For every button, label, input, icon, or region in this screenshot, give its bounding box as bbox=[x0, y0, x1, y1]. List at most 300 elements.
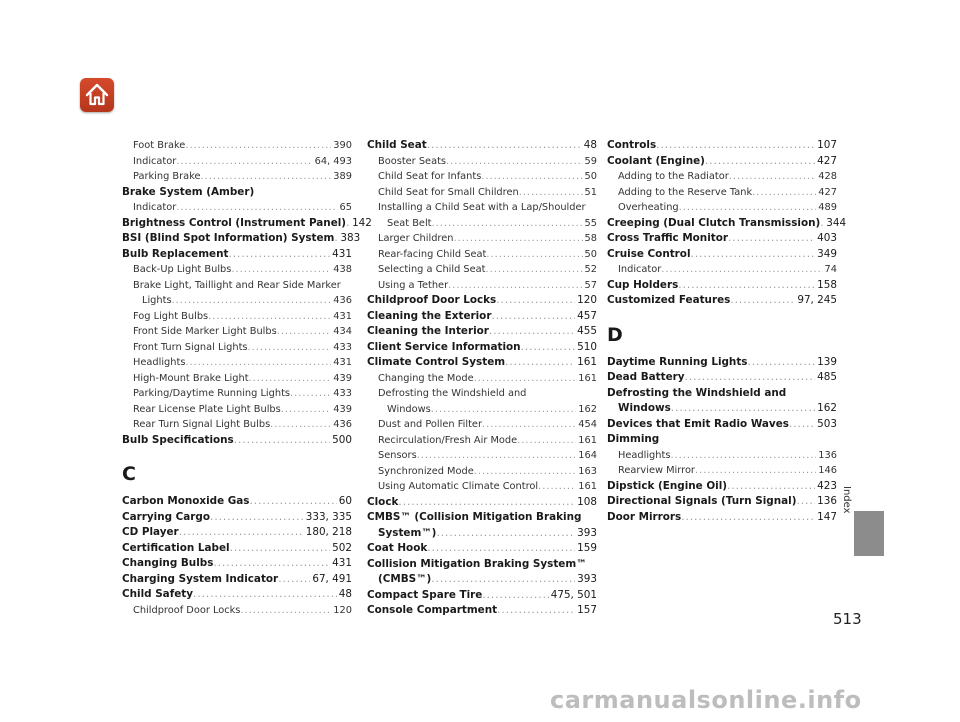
index-entry[interactable] bbox=[122, 494, 352, 510]
entry-label: Windows bbox=[387, 403, 431, 415]
entry-label: Brightness Control (Instrument Panel) bbox=[122, 216, 347, 229]
page-reference-link[interactable]: 57 bbox=[584, 279, 597, 291]
entry-label: Customized Features bbox=[607, 294, 731, 306]
page-reference-link[interactable]: 162 bbox=[578, 403, 597, 415]
index-entry[interactable] bbox=[367, 464, 597, 480]
entry-label: Collision Mitigation Braking System™ bbox=[367, 557, 587, 570]
entry-label: Brake Light, Taillight and Rear Side Marker bbox=[133, 279, 341, 291]
page-reference-link[interactable]: 389 bbox=[333, 171, 352, 182]
index-entry[interactable] bbox=[607, 185, 837, 201]
page-reference-link[interactable]: 427 bbox=[818, 186, 837, 198]
entry-label: Indicator bbox=[133, 202, 177, 213]
leader-dots bbox=[427, 541, 575, 557]
index-entry[interactable] bbox=[122, 324, 352, 340]
page-reference-link[interactable]: 390 bbox=[333, 140, 352, 151]
index-entry[interactable] bbox=[607, 154, 837, 170]
leader-dots bbox=[436, 526, 575, 542]
page-reference-link[interactable]: 142 bbox=[352, 216, 372, 229]
index-entry[interactable] bbox=[122, 200, 352, 216]
entry-label: Carrying Cargo bbox=[122, 510, 211, 523]
page-reference-link[interactable]: 180, 218 bbox=[305, 526, 352, 538]
entry-label: Using a Tether bbox=[378, 279, 449, 291]
index-entry bbox=[367, 510, 597, 526]
index-entry[interactable] bbox=[367, 588, 597, 604]
index-entry[interactable] bbox=[122, 603, 352, 619]
leader-dots bbox=[453, 231, 582, 247]
index-entry[interactable] bbox=[122, 169, 352, 185]
index-entry[interactable] bbox=[367, 185, 597, 201]
index-entry[interactable] bbox=[367, 526, 597, 542]
page-reference-link[interactable]: 59 bbox=[584, 155, 597, 167]
leader-dots bbox=[521, 340, 576, 356]
entry-label: Changing the Mode bbox=[378, 372, 474, 384]
page-reference-link[interactable]: 433 bbox=[333, 341, 352, 353]
page-reference-link[interactable]: 67, 491 bbox=[312, 572, 352, 585]
page-reference-link[interactable]: 159 bbox=[577, 542, 597, 554]
index-entry bbox=[367, 557, 597, 573]
leader-dots bbox=[486, 247, 582, 263]
leader-dots bbox=[481, 169, 582, 185]
entry-label: Console Compartment bbox=[367, 604, 498, 616]
index-entry[interactable] bbox=[122, 433, 352, 449]
page-reference-link[interactable]: 475, 501 bbox=[550, 588, 597, 601]
entry-label: Adding to the Reserve Tank bbox=[618, 186, 753, 198]
entry-label: Changing Bulbs bbox=[122, 557, 214, 569]
page-reference-link[interactable]: 436 bbox=[333, 295, 352, 306]
page-reference-link[interactable]: 51 bbox=[584, 186, 597, 198]
leader-dots bbox=[678, 278, 815, 294]
index-entry[interactable] bbox=[367, 417, 597, 433]
entry-label: Coat Hook bbox=[367, 542, 428, 554]
section-letter: D bbox=[607, 323, 623, 346]
index-entry[interactable] bbox=[122, 572, 352, 588]
page-reference-link[interactable]: 65 bbox=[339, 202, 352, 213]
page-reference-link[interactable]: 50 bbox=[584, 248, 597, 260]
index-entry bbox=[122, 278, 352, 294]
page-reference-link[interactable]: 427 bbox=[817, 154, 837, 167]
leader-dots bbox=[248, 340, 332, 356]
index-entry[interactable] bbox=[607, 138, 837, 154]
page-reference-link[interactable]: 489 bbox=[818, 202, 837, 213]
entry-label: Sensors bbox=[378, 450, 417, 461]
index-entry[interactable] bbox=[367, 138, 597, 154]
entry-label: Rearview Mirror bbox=[618, 465, 695, 476]
page-reference-link[interactable]: 431 bbox=[332, 247, 352, 260]
entry-label: Indicator bbox=[133, 155, 177, 167]
entry-label: Windows bbox=[618, 402, 671, 414]
page-reference-link[interactable]: 120 bbox=[333, 604, 352, 616]
index-entry[interactable] bbox=[122, 138, 352, 154]
entry-label: Lights bbox=[142, 295, 172, 306]
leader-dots bbox=[213, 556, 330, 572]
page-reference-link[interactable]: 158 bbox=[817, 278, 837, 291]
page-reference-link[interactable]: 107 bbox=[817, 139, 837, 151]
entry-label: Child Seat for Small Children bbox=[378, 186, 519, 198]
page-reference-link[interactable]: 393 bbox=[577, 573, 597, 585]
page-reference-link[interactable]: 333, 335 bbox=[305, 510, 352, 523]
leader-dots bbox=[489, 324, 575, 340]
page-reference-link[interactable]: 147 bbox=[817, 510, 837, 523]
page-reference-link[interactable]: 164 bbox=[578, 450, 597, 461]
entry-label: Clock bbox=[367, 495, 399, 508]
leader-dots bbox=[705, 154, 815, 170]
index-entry[interactable] bbox=[607, 355, 837, 371]
entry-label: Bulb Specifications bbox=[122, 433, 234, 446]
entry-label: Cleaning the Interior bbox=[367, 325, 489, 337]
entry-label: Parking Brake bbox=[133, 171, 201, 182]
index-entry[interactable] bbox=[607, 401, 837, 417]
leader-dots bbox=[685, 370, 816, 386]
index-entry bbox=[607, 386, 837, 402]
index-entry[interactable] bbox=[122, 417, 352, 433]
index-entry[interactable] bbox=[367, 371, 597, 387]
index-entry bbox=[607, 432, 837, 448]
entry-label: Climate Control System bbox=[367, 356, 506, 368]
entry-label: Installing a Child Seat with a Lap/Shoulder bbox=[378, 202, 586, 213]
leader-dots bbox=[290, 386, 331, 402]
leader-dots bbox=[752, 185, 816, 201]
entry-label: Defrosting the Windshield and bbox=[378, 388, 527, 399]
page-reference-link[interactable]: 157 bbox=[577, 604, 597, 616]
entry-label: Charging System Indicator bbox=[122, 572, 279, 585]
leader-dots bbox=[234, 433, 330, 449]
section-letter: C bbox=[122, 463, 136, 485]
entry-label: Compact Spare Tire bbox=[367, 588, 483, 601]
entry-label: Dimming bbox=[607, 433, 660, 445]
index-entry[interactable] bbox=[607, 200, 837, 216]
entry-label: (CMBS™) bbox=[378, 573, 432, 585]
leader-dots bbox=[179, 525, 304, 541]
entry-label: Childproof Door Locks bbox=[367, 294, 497, 306]
index-entry[interactable] bbox=[367, 340, 597, 356]
entry-label: Coolant (Engine) bbox=[607, 154, 705, 167]
index-entry[interactable] bbox=[607, 417, 837, 433]
index-column-2 bbox=[367, 138, 597, 619]
leader-dots bbox=[176, 200, 337, 216]
page-reference-link[interactable]: 161 bbox=[577, 356, 597, 368]
entry-label: System™) bbox=[378, 526, 437, 539]
index-entry[interactable] bbox=[607, 262, 837, 278]
index-entry[interactable] bbox=[607, 494, 837, 510]
home-icon bbox=[84, 82, 110, 108]
index-entry[interactable] bbox=[607, 247, 837, 263]
index-entry[interactable] bbox=[607, 448, 837, 464]
leader-dots bbox=[730, 293, 795, 309]
entry-label: Directional Signals (Turn Signal) bbox=[607, 495, 797, 507]
index-entry[interactable] bbox=[607, 463, 837, 479]
entry-label: CD Player bbox=[122, 526, 179, 538]
leader-dots bbox=[695, 463, 816, 479]
index-entry[interactable] bbox=[367, 309, 597, 325]
page-reference-link[interactable]: 433 bbox=[333, 388, 352, 399]
leader-dots bbox=[482, 588, 548, 604]
page-reference-link[interactable]: 510 bbox=[577, 340, 597, 353]
page-reference-link[interactable]: 454 bbox=[578, 419, 597, 430]
index-column-1 bbox=[122, 138, 372, 618]
leader-dots bbox=[519, 185, 583, 201]
leader-dots bbox=[474, 371, 577, 387]
index-entry[interactable] bbox=[122, 293, 352, 309]
index-entry[interactable] bbox=[122, 386, 352, 402]
entry-label: High-Mount Brake Light bbox=[133, 372, 249, 384]
entry-label: Controls bbox=[607, 139, 657, 151]
index-entry[interactable] bbox=[607, 231, 837, 247]
entry-label: Cross Traffic Monitor bbox=[607, 232, 728, 244]
index-entry[interactable] bbox=[367, 541, 597, 557]
page-reference-link[interactable]: 485 bbox=[817, 371, 837, 383]
leader-dots bbox=[497, 603, 575, 619]
index-side-tab[interactable] bbox=[854, 511, 884, 556]
leader-dots bbox=[482, 417, 576, 433]
index-entry[interactable] bbox=[122, 216, 372, 232]
page-reference-link[interactable]: 439 bbox=[333, 372, 352, 384]
page-reference-link[interactable]: 163 bbox=[578, 465, 597, 477]
index-entry[interactable] bbox=[367, 433, 597, 449]
entry-label: Adding to the Radiator bbox=[618, 171, 729, 182]
leader-dots bbox=[201, 169, 332, 185]
leader-dots bbox=[670, 448, 816, 464]
index-entry[interactable] bbox=[122, 154, 352, 170]
index-entry[interactable] bbox=[122, 247, 352, 263]
leader-dots bbox=[486, 262, 583, 278]
leader-dots bbox=[661, 262, 822, 278]
index-entry bbox=[367, 200, 597, 216]
index-entry[interactable] bbox=[122, 355, 352, 371]
page-reference-link[interactable]: 74 bbox=[824, 264, 837, 275]
page-reference-link[interactable]: 431 bbox=[332, 557, 352, 569]
page-reference-link[interactable]: 431 bbox=[333, 310, 352, 322]
index-entry[interactable] bbox=[367, 231, 597, 247]
leader-dots bbox=[789, 417, 815, 433]
index-entry[interactable] bbox=[367, 247, 597, 263]
leader-dots bbox=[491, 309, 575, 325]
entry-label: Synchronized Mode bbox=[378, 465, 474, 477]
entry-label: Front Side Marker Light Bulbs bbox=[133, 326, 277, 337]
entry-label: Cleaning the Exterior bbox=[367, 309, 492, 322]
page-reference-link[interactable]: 50 bbox=[584, 171, 597, 182]
entry-label: Child Safety bbox=[122, 588, 194, 600]
page-reference-link[interactable]: 52 bbox=[584, 264, 597, 275]
leader-dots bbox=[427, 138, 582, 154]
entry-label: Dead Battery bbox=[607, 371, 685, 383]
leader-dots bbox=[249, 371, 332, 387]
page-reference-link[interactable]: 58 bbox=[584, 233, 597, 244]
leader-dots bbox=[185, 138, 331, 154]
page-reference-link[interactable]: 436 bbox=[333, 419, 352, 430]
page-reference-link[interactable]: 502 bbox=[332, 541, 352, 554]
index-entry[interactable] bbox=[367, 154, 597, 170]
entry-label: Bulb Replacement bbox=[122, 247, 229, 260]
leader-dots bbox=[249, 494, 336, 510]
index-entry bbox=[367, 386, 597, 402]
page-reference-link[interactable]: 55 bbox=[584, 217, 597, 229]
index-entry[interactable] bbox=[122, 371, 352, 387]
page-reference-link[interactable]: 438 bbox=[333, 264, 352, 275]
entry-label: Recirculation/Fresh Air Mode bbox=[378, 434, 518, 446]
leader-dots bbox=[432, 216, 583, 232]
index-entry[interactable] bbox=[607, 216, 847, 232]
leader-dots bbox=[446, 154, 583, 170]
leader-dots bbox=[210, 510, 304, 526]
page-reference-link[interactable]: 161 bbox=[578, 372, 597, 384]
index-entry[interactable] bbox=[122, 262, 352, 278]
leader-dots bbox=[474, 464, 577, 480]
index-entry[interactable] bbox=[607, 278, 837, 294]
entry-label: Seat Belt bbox=[387, 217, 432, 229]
index-entry[interactable] bbox=[607, 169, 837, 185]
page-reference-link[interactable]: 500 bbox=[332, 433, 352, 446]
page-reference-link[interactable]: 403 bbox=[817, 232, 837, 244]
entry-label: Larger Children bbox=[378, 233, 454, 244]
leader-dots bbox=[278, 572, 310, 588]
index-entry[interactable] bbox=[122, 510, 352, 526]
index-entry[interactable] bbox=[607, 370, 837, 386]
page-reference-link[interactable]: 48 bbox=[583, 139, 597, 151]
page-reference-link[interactable]: 139 bbox=[817, 355, 837, 368]
page-reference-link[interactable]: 161 bbox=[578, 481, 597, 492]
index-entry[interactable] bbox=[367, 479, 597, 495]
index-entry[interactable] bbox=[122, 556, 352, 572]
page-reference-link[interactable]: 162 bbox=[817, 402, 837, 414]
leader-dots bbox=[193, 587, 337, 603]
leader-dots bbox=[656, 138, 815, 154]
entry-label: Defrosting the Windshield and bbox=[607, 386, 787, 399]
page-reference-link[interactable]: 457 bbox=[577, 309, 597, 322]
leader-dots bbox=[231, 262, 331, 278]
page-reference-link[interactable]: 60 bbox=[338, 495, 352, 507]
leader-dots bbox=[679, 200, 817, 216]
index-entry[interactable] bbox=[367, 216, 597, 232]
leader-dots bbox=[431, 402, 577, 418]
index-entry[interactable] bbox=[607, 510, 837, 526]
page-reference-link[interactable]: 428 bbox=[818, 171, 837, 182]
leader-dots bbox=[417, 448, 577, 464]
entry-label: Using Automatic Climate Control bbox=[378, 481, 539, 492]
index-entry[interactable] bbox=[122, 525, 352, 541]
index-entry[interactable] bbox=[367, 402, 597, 418]
page-reference-link[interactable]: 161 bbox=[578, 434, 597, 446]
entry-label: Child Seat bbox=[367, 139, 427, 151]
leader-dots bbox=[691, 247, 816, 263]
entry-label: Daytime Running Lights bbox=[607, 355, 748, 368]
entry-label: Devices that Emit Radio Waves bbox=[607, 417, 789, 430]
entry-label: Booster Seats bbox=[378, 155, 447, 167]
index-entry[interactable] bbox=[122, 231, 361, 247]
leader-dots bbox=[727, 479, 815, 495]
entry-label: Client Service Information bbox=[367, 340, 521, 353]
index-entry[interactable] bbox=[367, 169, 597, 185]
leader-dots bbox=[517, 433, 576, 449]
page-number: 513 bbox=[833, 610, 862, 628]
index-entry[interactable] bbox=[367, 324, 597, 340]
entry-label: Cruise Control bbox=[607, 247, 691, 260]
leader-dots bbox=[240, 603, 331, 619]
page-reference-link[interactable]: 120 bbox=[577, 294, 597, 306]
page-reference-link[interactable]: 349 bbox=[817, 247, 837, 260]
page-reference-link[interactable]: 136 bbox=[817, 495, 837, 507]
page-reference-link[interactable]: 108 bbox=[577, 495, 597, 508]
page-reference-link[interactable]: 393 bbox=[577, 526, 597, 539]
leader-dots bbox=[448, 278, 582, 294]
entry-label: BSI (Blind Spot Information) System bbox=[122, 232, 335, 244]
entry-label: Back-Up Light Bulbs bbox=[133, 264, 232, 275]
page-reference-link[interactable]: 503 bbox=[817, 417, 837, 430]
entry-label: Cup Holders bbox=[607, 278, 679, 291]
entry-label: Dipstick (Engine Oil) bbox=[607, 479, 728, 492]
entry-label: Headlights bbox=[618, 449, 671, 461]
index-entry[interactable] bbox=[367, 495, 597, 511]
index-entry[interactable] bbox=[367, 278, 597, 294]
entry-label: Rear-facing Child Seat bbox=[378, 248, 487, 260]
leader-dots bbox=[748, 355, 816, 371]
entry-label: Front Turn Signal Lights bbox=[133, 341, 248, 353]
entry-label: Foot Brake bbox=[133, 140, 186, 151]
leader-dots bbox=[398, 495, 575, 511]
index-entry[interactable] bbox=[367, 572, 597, 588]
page-reference-link[interactable]: 431 bbox=[333, 357, 352, 368]
entry-label: Selecting a Child Seat bbox=[378, 264, 486, 275]
index-entry[interactable] bbox=[367, 448, 597, 464]
page-reference-link[interactable]: 64, 493 bbox=[314, 155, 352, 167]
page-reference-link[interactable]: 136 bbox=[818, 449, 837, 461]
index-entry[interactable] bbox=[607, 293, 837, 309]
leader-dots bbox=[681, 510, 815, 526]
page-reference-link[interactable]: 439 bbox=[333, 403, 352, 415]
entry-label: Rear License Plate Light Bulbs bbox=[133, 403, 281, 415]
index-entry[interactable] bbox=[367, 293, 597, 309]
index-entry[interactable] bbox=[367, 262, 597, 278]
index-entry[interactable] bbox=[122, 402, 352, 418]
entry-label: Dust and Pollen Filter bbox=[378, 419, 482, 430]
leader-dots bbox=[671, 401, 815, 417]
leader-dots bbox=[172, 293, 332, 309]
index-entry[interactable] bbox=[122, 541, 352, 557]
entry-label: Overheating bbox=[618, 202, 679, 213]
page-reference-link[interactable]: 423 bbox=[817, 479, 837, 492]
page-reference-link[interactable]: 344 bbox=[826, 216, 847, 229]
index-entry[interactable] bbox=[122, 587, 352, 603]
leader-dots bbox=[505, 355, 575, 371]
page-reference-link[interactable]: 146 bbox=[818, 465, 837, 476]
page-reference-link[interactable]: 434 bbox=[333, 326, 352, 337]
page-reference-link[interactable]: 48 bbox=[338, 588, 352, 600]
entry-label: Headlights bbox=[133, 357, 186, 368]
leader-dots bbox=[270, 417, 331, 433]
index-entry[interactable] bbox=[367, 603, 597, 619]
index-entry[interactable] bbox=[607, 479, 837, 495]
entry-label: Certification Label bbox=[122, 541, 230, 554]
entry-label: Indicator bbox=[618, 264, 662, 275]
leader-dots bbox=[176, 154, 312, 170]
index-entry[interactable] bbox=[122, 340, 352, 356]
leader-dots bbox=[185, 355, 331, 371]
side-tab-label: Index bbox=[841, 486, 852, 514]
leader-dots bbox=[230, 541, 331, 557]
page-reference-link[interactable]: 383 bbox=[340, 232, 361, 244]
leader-dots bbox=[431, 572, 575, 588]
entry-label: Brake System (Amber) bbox=[122, 185, 255, 198]
entry-label: Fog Light Bulbs bbox=[133, 310, 209, 322]
index-entry[interactable] bbox=[122, 309, 352, 325]
leader-dots bbox=[281, 402, 332, 418]
leader-dots bbox=[728, 231, 815, 247]
index-entry[interactable] bbox=[367, 355, 597, 371]
page-reference-link[interactable]: 455 bbox=[577, 325, 597, 337]
home-button[interactable] bbox=[80, 78, 114, 112]
entry-label: Rear Turn Signal Light Bulbs bbox=[133, 419, 271, 430]
page-reference-link[interactable]: 97, 245 bbox=[797, 294, 837, 306]
entry-label: Carbon Monoxide Gas bbox=[122, 495, 250, 507]
